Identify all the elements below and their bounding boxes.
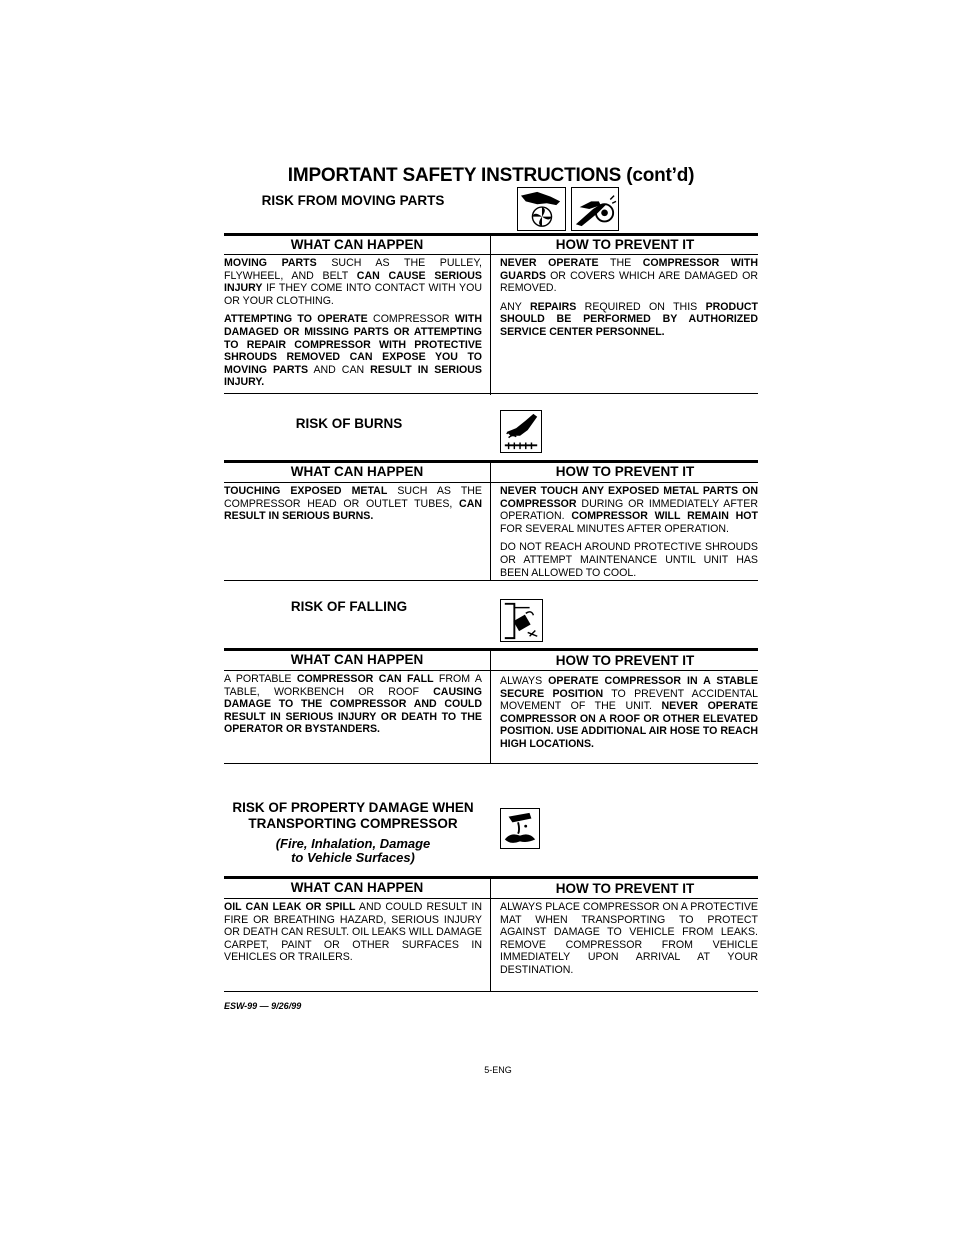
header-rule: [224, 670, 758, 671]
body-text: ANY: [500, 300, 530, 313]
what-can-happen-text: [224, 257, 482, 395]
body-text: ALWAYS PLACE COMPRESSOR ON A PROTECTIVE MAT WHEN TRANSPORTING TO PROTECT AGAINST DAMAGE TO VEHICLE FROM LEAKS. REMOVE COMPRESSOR FROM VEHICLE IMMEDIATELY UPON ARRIVAL AT YOUR DESTINATION.: [500, 901, 758, 976]
prevention-paragraph: [500, 257, 758, 295]
body-text: TO PREVENT ACCIDENTAL MOVEMENT OF THE UNIT.: [500, 687, 758, 713]
page-number: 5-ENG: [484, 1065, 512, 1075]
body-text: FOR SEVERAL MINUTES AFTER OPERATION.: [500, 522, 729, 535]
body-text: ALWAYS: [500, 675, 549, 687]
column-divider: [490, 460, 491, 580]
header-rule: [224, 898, 758, 899]
emphasis-text: ATTEMPTING TO OPERATE: [224, 313, 368, 326]
header-rule: [224, 482, 758, 483]
emphasis-text: NEVER TOUCH ANY EXPOSED METAL PARTS ON COMPRESSOR: [500, 485, 758, 510]
hand-fan-hazard-icon: [517, 187, 566, 231]
what-can-happen-text: [224, 901, 482, 970]
prevention-paragraph: [500, 541, 758, 579]
emphasis-text: OIL CAN LEAK OR SPILL: [224, 901, 356, 913]
body-text: OR COVERS WHICH ARE DAMAGED OR REMOVED.: [500, 269, 758, 295]
hot-surface-hand-icon: [500, 410, 542, 453]
body-text: COMPRESSOR: [367, 313, 455, 326]
table-top-rule: [224, 233, 758, 236]
section-title-falling: RISK OF FALLING: [290, 599, 408, 614]
emphasis-text: CAUSING DAMAGE TO THE COMPRESSOR AND COULD RESULT IN SERIOUS INJURY OR DEATH TO THE OPERATOR OR BYSTANDERS.: [224, 685, 482, 736]
hazard-paragraph: [224, 901, 482, 964]
section-title-property-line1: RISK OF PROPERTY DAMAGE WHEN: [232, 800, 474, 815]
emphasis-text: NEVER OPERATE: [500, 257, 599, 269]
table-top-rule: [224, 460, 758, 463]
hand-belt-pulley-hazard-icon: [571, 187, 619, 231]
emphasis-text: CAN CAUSE SERIOUS INJURY: [224, 269, 483, 295]
column-header-what: WHAT CAN HAPPEN: [290, 464, 424, 479]
falling-table: [224, 648, 758, 765]
column-header-what: WHAT CAN HAPPEN: [290, 880, 424, 895]
how-to-prevent-text: [500, 675, 758, 757]
column-header-how: HOW TO PREVENT IT: [555, 653, 695, 668]
section-title-property-line2: TRANSPORTING COMPRESSOR: [248, 816, 458, 831]
section-subtitle-line1: (Fire, Inhalation, Damage: [275, 836, 431, 851]
prevention-paragraph: [500, 675, 758, 751]
prevention-paragraph: [500, 485, 758, 535]
column-header-how: HOW TO PREVENT IT: [555, 237, 695, 252]
emphasis-text: COMPRESSOR CAN FALL: [296, 673, 434, 685]
emphasis-text: OPERATE COMPRESSOR IN A STABLE SECURE POSITION: [500, 675, 758, 700]
column-divider: [490, 876, 491, 991]
column-header-what: WHAT CAN HAPPEN: [290, 237, 424, 252]
body-text: REQUIRED ON THIS: [576, 300, 706, 313]
how-to-prevent-text: [500, 901, 758, 983]
emphasis-text: WITH DAMAGED OR MISSING PARTS OR ATTEMPTING TO REPAIR COMPRESSOR WITH PROTECTIVE SHROUDS REMOVED CAN EXPOSE YOU TO MOVING PARTS: [224, 313, 482, 376]
emphasis-text: REPAIRS: [529, 300, 577, 313]
emphasis-text: COMPRESSOR WILL REMAIN HOT: [571, 510, 758, 523]
column-divider: [490, 648, 491, 763]
oil-spill-icon: [500, 808, 540, 849]
body-text: DURING OR IMMEDIATELY AFTER OPERATION.: [500, 497, 758, 523]
column-header-how: HOW TO PREVENT IT: [555, 464, 695, 479]
hazard-paragraph: [224, 673, 482, 736]
table-top-rule: [224, 648, 758, 651]
table-top-rule: [224, 876, 758, 879]
body-text: AND COULD RESULT IN FIRE OR BREATHING HAZARD, SERIOUS INJURY OR DEATH CAN RESULT. OIL LEAKS WILL DAMAGE CARPET, PAINT OR OTHER SURFACES IN VEHICLES OR TRAILERS.: [224, 901, 482, 964]
body-text: DO NOT REACH AROUND PROTECTIVE SHROUDS OR ATTEMPT MAINTENANCE UNTIL UNIT HAS BEEN ALLOWED TO COOL.: [500, 541, 758, 579]
table-bottom-rule: [224, 991, 758, 992]
prevention-paragraph: [500, 301, 758, 339]
emphasis-text: RESULT IN SERIOUS INJURY.: [224, 363, 482, 389]
body-text: FROM A TABLE, WORKBENCH OR ROOF: [224, 673, 482, 698]
section-title-moving-parts: RISK FROM MOVING PARTS: [261, 193, 445, 208]
body-text: IF THEY COME INTO CONTACT WITH YOU OR YOUR CLOTHING.: [224, 282, 482, 307]
prevention-paragraph: [500, 901, 758, 977]
falling-compressor-icon: [500, 599, 543, 642]
moving-parts-table: [224, 233, 758, 395]
column-header-what: WHAT CAN HAPPEN: [290, 652, 424, 667]
body-text: A PORTABLE: [224, 673, 297, 685]
section-subtitle-line2: to Vehicle Surfaces): [291, 850, 415, 865]
page-title: IMPORTANT SAFETY INSTRUCTIONS (cont’d): [287, 165, 695, 186]
hazard-paragraph: [224, 257, 482, 307]
emphasis-text: COMPRESSOR WITH GUARDS: [500, 257, 758, 282]
body-text: SUCH AS THE PULLEY, FLYWHEEL, AND BELT: [224, 257, 482, 282]
column-divider: [490, 233, 491, 395]
hazard-paragraph: [224, 485, 482, 523]
emphasis-text: PRODUCT SHOULD BE PERFORMED BY AUTHORIZED SERVICE CENTER PERSONNEL.: [500, 300, 758, 338]
hazard-paragraph: [224, 313, 482, 389]
section-title-burns: RISK OF BURNS: [295, 416, 403, 431]
what-can-happen-text: [224, 673, 482, 742]
what-can-happen-text: [224, 485, 482, 529]
body-text: THE: [598, 257, 643, 269]
emphasis-text: NEVER OPERATE COMPRESSOR ON A ROOF OR OTHER ELEVATED POSITION. USE ADDITIONAL AIR HOSE TO REACH HIGH LOCATIONS.: [500, 700, 758, 750]
emphasis-text: CAN RESULT IN SERIOUS BURNS.: [224, 497, 482, 523]
column-header-how: HOW TO PREVENT IT: [555, 881, 695, 896]
emphasis-text: TOUCHING EXPOSED METAL: [224, 485, 388, 497]
document-code: ESW-99 — 9/26/99: [224, 1001, 302, 1011]
body-text: AND CAN: [308, 363, 371, 376]
table-bottom-rule: [224, 763, 758, 764]
how-to-prevent-text: [500, 257, 758, 345]
emphasis-text: MOVING PARTS: [224, 257, 317, 269]
how-to-prevent-text: [500, 485, 758, 585]
property-damage-table: [224, 876, 758, 993]
burns-table: [224, 460, 758, 582]
body-text: SUCH AS THE COMPRESSOR HEAD OR OUTLET TUBES,: [224, 485, 483, 510]
header-rule: [224, 254, 758, 255]
